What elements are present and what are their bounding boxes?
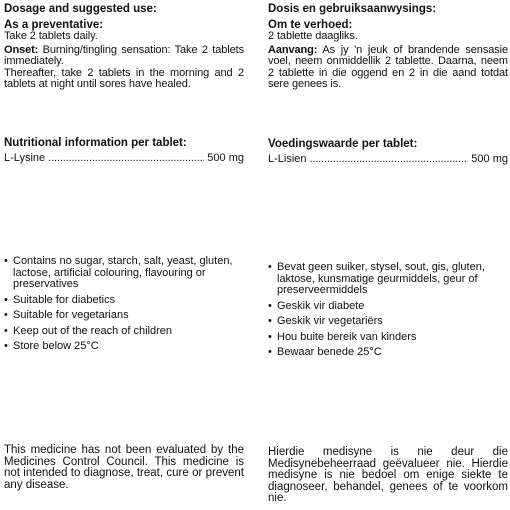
onset-label: Onset: xyxy=(4,43,39,56)
preventative-text: Take 2 tablets daily. xyxy=(4,30,98,42)
list-item: • Suitable for diabetics xyxy=(4,295,244,307)
nutrition-name: L-Lysine xyxy=(4,152,46,164)
preventative-text: 2 tablette daagliks. xyxy=(268,30,358,42)
features-section xyxy=(4,256,244,357)
nutrition-amount: 500 mg xyxy=(207,152,244,164)
disclaimer-section xyxy=(4,445,244,491)
features-section xyxy=(268,262,508,363)
disclaimer-text: This medicine has not been evaluated by the Medicines Control Council. This medicine is not intended to diagnose, treat, cure or prevent any disease. xyxy=(4,444,244,491)
onset-text: Burning/tingling sensation: Take 2 tablets immediately. xyxy=(4,43,244,67)
list-item: • Geskik vir diabete xyxy=(268,301,508,313)
onset-paragraph xyxy=(4,45,244,68)
list-item: • Suitable for vegetarians xyxy=(4,310,244,322)
onset-paragraph xyxy=(268,45,508,91)
disclaimer-text: Hierdie medisyne is nie deur die Medisynebeheerraad geëvalueer nie. Hierdie medisyne is nie bedoel om enige siekte te diagnoseer, behandel, genees of te voorkom nie. xyxy=(268,446,508,504)
feature-list xyxy=(268,262,508,359)
disclaimer-section xyxy=(268,447,508,505)
nutrition-amount: 500 mg xyxy=(471,153,508,165)
list-item: • Geskik vir vegetariërs xyxy=(268,316,508,328)
dosage-heading: Dosis en gebruiksaanwysings: xyxy=(268,3,437,15)
nutrition-name: L-Lisien xyxy=(268,153,307,165)
list-item: • Store below 25°C xyxy=(4,341,244,353)
nutrition-section xyxy=(4,137,244,165)
nutrition-row xyxy=(4,152,244,165)
onset-label: Aanvang: xyxy=(268,43,318,56)
preventative-label: As a preventative: xyxy=(4,19,104,31)
feature-list xyxy=(4,256,244,353)
dot-leader xyxy=(310,153,469,166)
list-item: • Bewaar benede 25°C xyxy=(268,347,508,359)
nutrition-heading: Nutritional information per tablet: xyxy=(4,137,187,149)
dosage-section xyxy=(4,3,244,91)
dot-leader xyxy=(48,152,204,165)
list-item: • Hou buite bereik van kinders xyxy=(268,332,508,344)
list-item: • Keep out of the reach of children xyxy=(4,326,244,338)
dosage-section xyxy=(268,3,508,91)
nutrition-section xyxy=(268,138,508,166)
preventative-label: Om te verhoed: xyxy=(268,19,353,31)
thereafter-text: Thereafter, take 2 tablets in the morning and 2 tablets at night until sores have healed. xyxy=(4,66,244,90)
onset-text: As jy 'n jeuk of brandende sensasie voel, neem onmiddellik 2 tablette. Daarna, neem 2 tablette in die oggend en 2 in die aand totdat sere genees is. xyxy=(268,43,508,90)
nutrition-heading: Voedingswaarde per tablet: xyxy=(268,138,418,150)
nutrition-row xyxy=(268,153,508,166)
dosage-heading: Dosage and suggested use: xyxy=(4,3,157,15)
list-item: • Contains no sugar, starch, salt, yeast, gluten, lactose, artificial colouring, flavouring or preservatives xyxy=(4,256,244,291)
list-item: • Bevat geen suiker, stysel, sout, gis, gluten, laktose, kunsmatige geurmiddels, geur of preserveermiddels xyxy=(268,262,508,297)
